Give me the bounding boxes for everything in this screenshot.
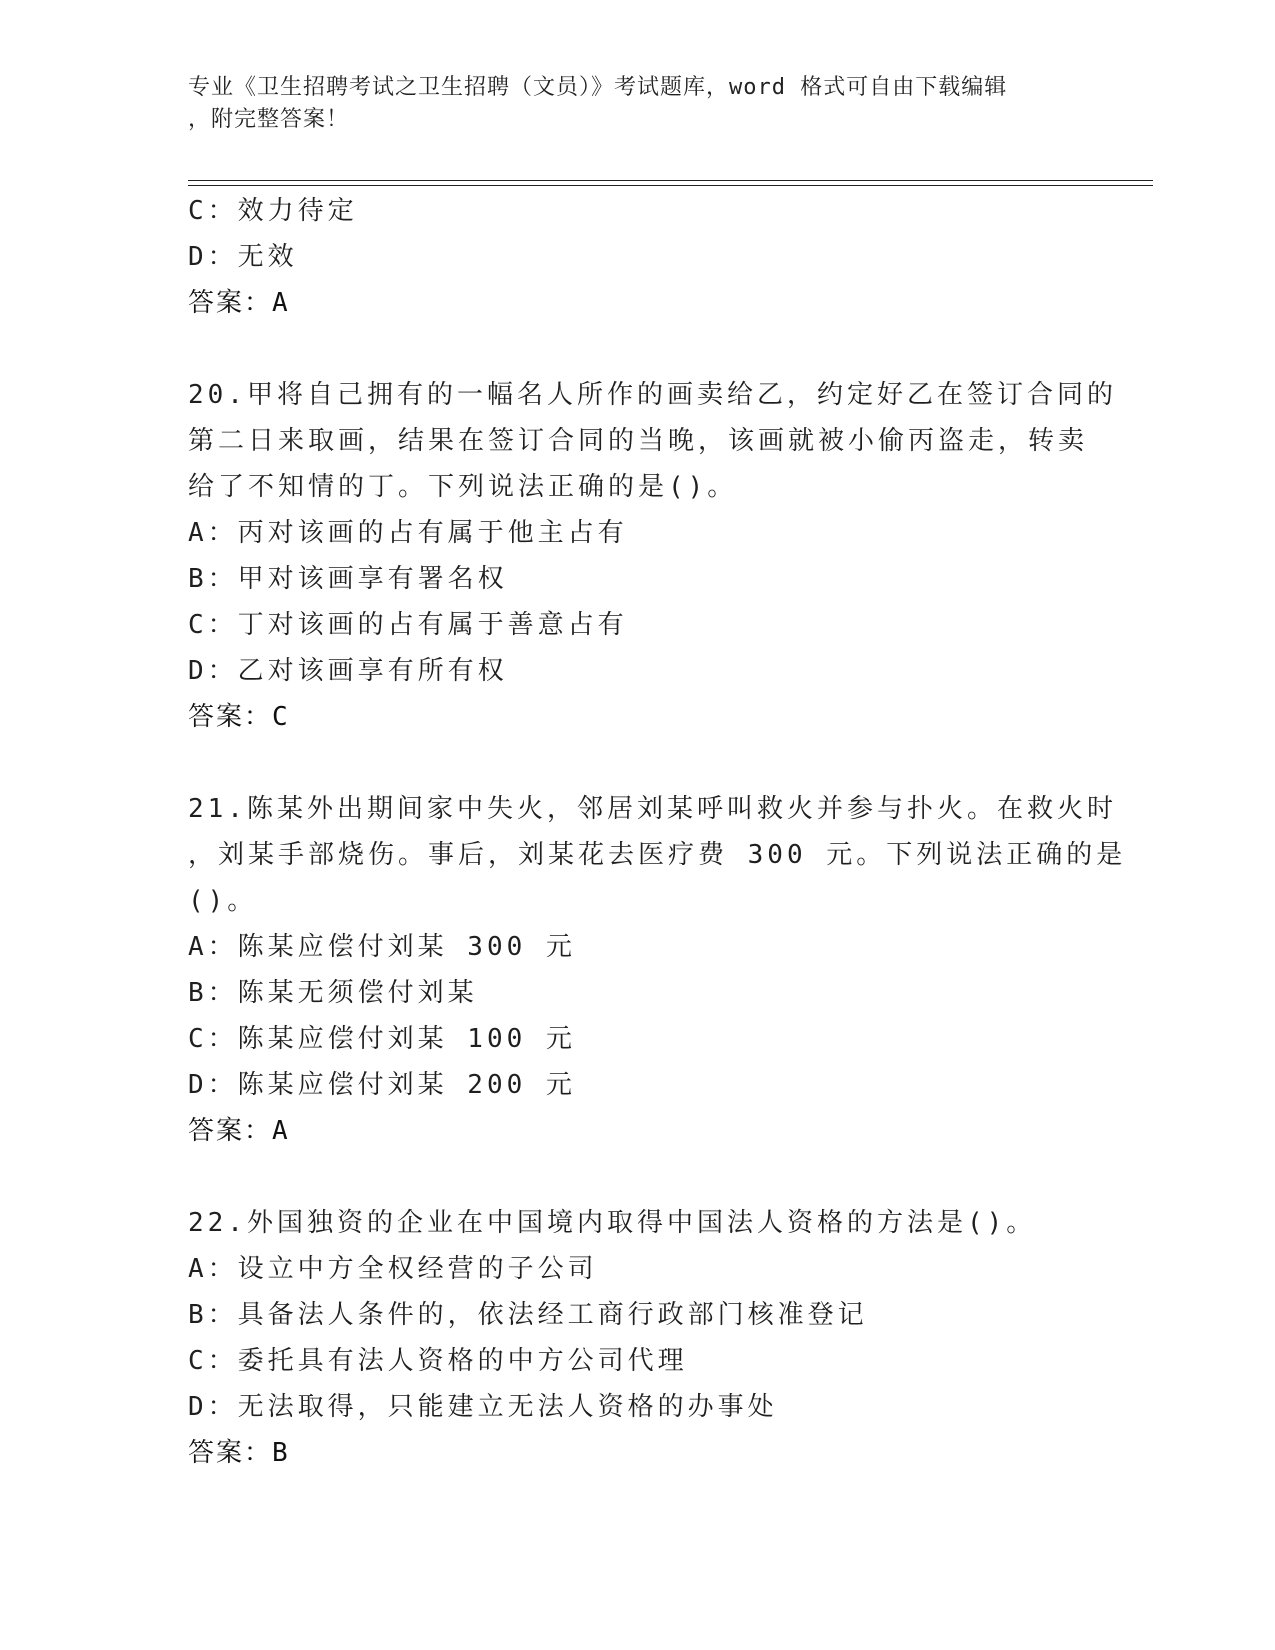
question-22 <box>188 1200 1088 1476</box>
option-b: B：陈某无须偿付刘某 <box>188 978 478 1008</box>
option-c: C：丁对该画的占有属于善意占有 <box>188 610 628 640</box>
question-stem-line: 第二日来取画，结果在签订合同的当晚，该画就被小偷丙盗走，转卖 <box>188 426 1089 456</box>
answer-line: 答案：A <box>188 1116 290 1146</box>
question-stem-line: ()。 <box>188 886 258 916</box>
answer-line: 答案：C <box>188 702 290 732</box>
document-header <box>188 72 1088 136</box>
question-stem-line: 给了不知情的丁。下列说法正确的是()。 <box>188 472 738 502</box>
option-a: A：设立中方全权经营的子公司 <box>188 1254 598 1284</box>
header-divider-bottom <box>188 185 1153 186</box>
option-c: C：委托具有法人资格的中方公司代理 <box>188 1346 688 1376</box>
option-c: C：效力待定 <box>188 196 358 226</box>
header-line-2: ，附完整答案！ <box>188 107 350 132</box>
option-a: A：陈某应偿付刘某 300 元 <box>188 932 576 962</box>
spacer <box>188 326 1088 372</box>
answer-line: 答案：A <box>188 288 290 318</box>
question-stem-line: 22.外国独资的企业在中国境内取得中国法人资格的方法是()。 <box>188 1208 1037 1238</box>
question-stem-line: 20.甲将自己拥有的一幅名人所作的画卖给乙，约定好乙在签订合同的 <box>188 380 1117 410</box>
option-d: D：无法取得，只能建立无法人资格的办事处 <box>188 1392 778 1422</box>
option-c: C：陈某应偿付刘某 100 元 <box>188 1024 576 1054</box>
option-b: B：具备法人条件的，依法经工商行政部门核准登记 <box>188 1300 868 1330</box>
question-list <box>188 188 1127 1476</box>
question-21 <box>188 786 1127 1154</box>
question-19-tail <box>188 188 1088 326</box>
option-d: D：陈某应偿付刘某 200 元 <box>188 1070 576 1100</box>
question-stem-line: ，刘某手部烧伤。事后，刘某花去医疗费 300 元。下列说法正确的是 <box>188 840 1127 870</box>
option-b: B：甲对该画享有署名权 <box>188 564 508 594</box>
option-d: D：无效 <box>188 242 298 272</box>
spacer <box>188 740 1088 786</box>
question-stem-line: 21.陈某外出期间家中失火，邻居刘某呼叫救火并参与扑火。在救火时 <box>188 794 1117 824</box>
answer-line: 答案：B <box>188 1438 290 1468</box>
header-line-1: 专业《卫生招聘考试之卫生招聘（文员）》考试题库，word 格式可自由下载编辑 <box>188 75 1008 100</box>
header-divider-top <box>188 180 1153 181</box>
spacer <box>188 1154 1088 1200</box>
option-d: D：乙对该画享有所有权 <box>188 656 508 686</box>
question-20 <box>188 372 1117 740</box>
option-a: A：丙对该画的占有属于他主占有 <box>188 518 628 548</box>
